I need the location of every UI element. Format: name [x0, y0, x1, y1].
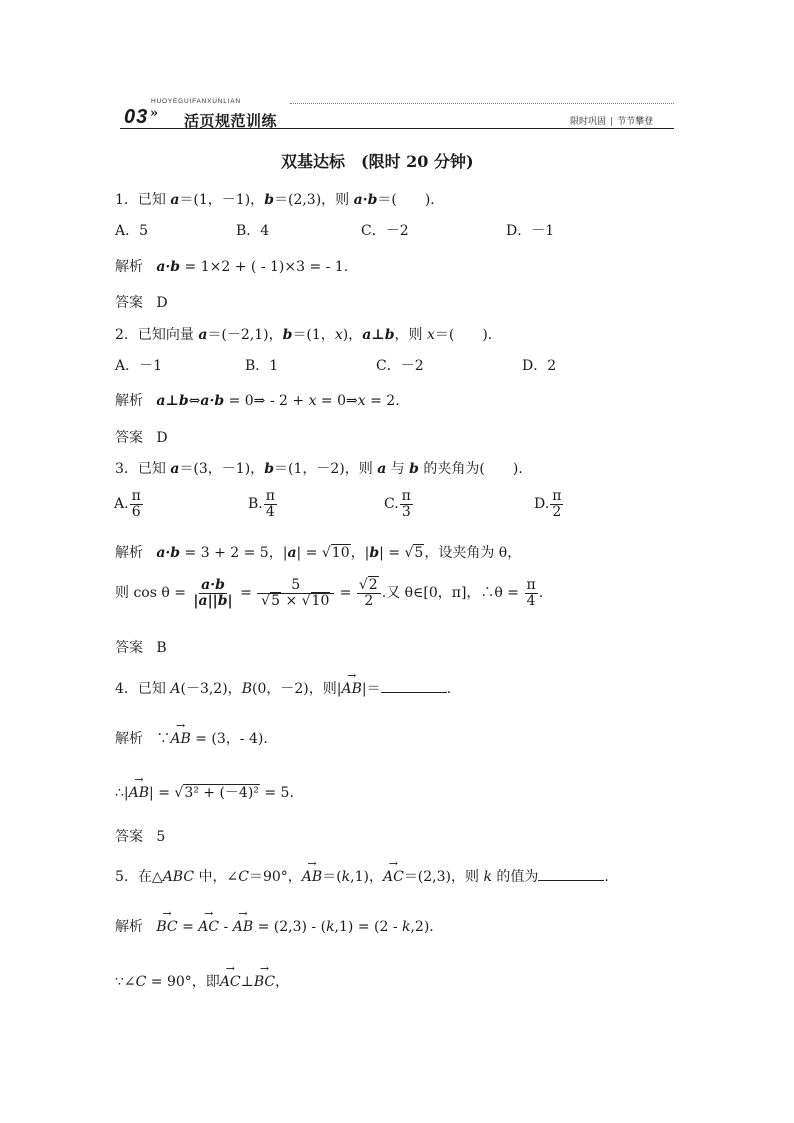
q5-an-k2: k [402, 919, 411, 935]
answer-label: 答案 [115, 430, 143, 446]
q3-tail: 的夹角为( )． [418, 461, 533, 477]
q3-option-a [114, 489, 144, 519]
q1-analysis-rest: = 1×2 + ( - 1)×3 = - 1. [180, 259, 349, 275]
q4-analysis [115, 728, 277, 748]
q5-mid1: 中，∠ [194, 869, 239, 885]
q3-l1-a: = 3 + 2 = 5，| [180, 545, 288, 561]
q4-tail: |＝ [361, 681, 381, 697]
q5-an-eq: = [177, 919, 199, 935]
q4-line2-eq: | = [149, 785, 175, 801]
q2-tail1: ，则 [394, 327, 427, 343]
q3-var-a2: a [377, 461, 387, 477]
q2-tail2: ＝( )． [434, 327, 502, 343]
q3-frac1 [191, 578, 234, 608]
q2-var-x: x [334, 327, 343, 343]
q2-option-c: C．－2 [376, 358, 424, 374]
header-pinyin: HUOYEGUIFANXUNLIAN [151, 98, 241, 105]
q4-point-b: B [241, 681, 252, 697]
q3-sqrt5: √5 [404, 545, 424, 561]
q2-analysis-x: x [308, 393, 317, 409]
q2-analysis-end: = 2. [365, 393, 400, 409]
q2-analysis-perp: a⊥b [156, 393, 189, 409]
q4-analysis-rest: = (3，- 4)． [190, 731, 278, 747]
header-right-right: 节节攀登 [617, 117, 654, 127]
q2-text: 2．已知向量 [115, 327, 199, 343]
q5-mid4: ,1)， [350, 869, 383, 885]
q3-frac1-num: a·b [201, 577, 225, 593]
q2-analysis-iff: ⇔ [188, 393, 201, 409]
q5-an-minus: - [219, 919, 233, 935]
answer-label: 答案 [115, 829, 143, 845]
q4-answer [115, 826, 165, 846]
q3-frac-num: π [265, 488, 275, 504]
q5-end: . [604, 869, 609, 885]
q5-l2-bc: → BC [254, 974, 275, 990]
q3-sqrt5-rad: 5 [414, 545, 424, 561]
q3-sqrt2-rad: 2 [368, 577, 378, 593]
q4-point-a: A [170, 681, 181, 697]
q3-option-fraction [264, 489, 277, 519]
header-right [570, 114, 653, 127]
q1-answer [115, 292, 168, 312]
q3-frac2 [257, 578, 334, 608]
q1-analysis [115, 256, 348, 276]
q4-sqrt-rad: 3² + (－4)² [184, 785, 259, 801]
q1-option-d: D．－1 [506, 223, 555, 239]
q3-frac4 [525, 578, 538, 608]
q5-angle-c: C [238, 869, 249, 885]
q4-line2-vector: → AB [129, 785, 149, 801]
q1-a-value: ＝(1，－1)， [179, 192, 265, 208]
q2-answer [115, 427, 168, 447]
q2-answer-value: D [156, 430, 168, 446]
q3-frac-num: π [131, 488, 141, 504]
q3-var-a: a [170, 461, 180, 477]
q3-frac2-den: √5 × √10 [261, 592, 330, 609]
q5-l2-c: C [135, 974, 147, 990]
q2-analysis [115, 390, 400, 410]
q5-l2-perp: ⊥ [240, 974, 254, 990]
q3-option-c [384, 489, 414, 519]
q1-b-value: ＝(2,3)，则 [273, 192, 354, 208]
question-4 [115, 678, 451, 698]
q5-tail: 的值为 [491, 869, 539, 885]
q3-frac2-den-b: 10 [311, 592, 330, 609]
q5-an-bc: → BC [156, 919, 177, 935]
q5-an-ac: → AC [198, 919, 219, 935]
q2-var-a: a [198, 327, 208, 343]
q3-l1-d: | = [379, 545, 405, 561]
q4-analysis-line2 [115, 782, 294, 802]
q3-frac3-den: 2 [364, 592, 374, 609]
q3-frac2-num: 5 [257, 578, 334, 594]
q3-frac-num: π [552, 488, 562, 504]
q5-vector-ac: → AC [383, 869, 404, 885]
q3-text: 3．已知 [115, 461, 171, 477]
answer-blank [381, 680, 447, 693]
answer-label: 答案 [115, 295, 143, 311]
q5-analysis-line2 [115, 971, 289, 991]
q3-sqrt10-rad: 10 [331, 545, 350, 561]
q3-frac-den: 4 [265, 503, 275, 520]
q3-l2-mid: .又 θ∈[0，π]，∴θ = [381, 585, 524, 602]
answer-blank [538, 868, 604, 881]
q5-an-end: ,2)． [410, 919, 444, 935]
q3-sqrt10: √10 [321, 545, 350, 561]
q5-an-k: k [326, 919, 335, 935]
q5-mid3: ＝( [322, 869, 342, 885]
q1-expr: a·b [353, 192, 378, 208]
q3-option-letter: B. [248, 496, 263, 513]
header-separator: | [610, 117, 614, 127]
q4-therefore: ∴| [115, 785, 129, 801]
q3-frac4-num: π [526, 577, 536, 593]
q3-var-b2: b [409, 461, 419, 477]
q3-option-letter: D. [534, 496, 550, 513]
q4-line2-end: = 5. [259, 785, 294, 801]
q3-option-letter: C. [384, 496, 399, 513]
section-title: 双基达标 (限时 20 分钟) [281, 152, 474, 171]
q5-mid5: ＝(2,3)，则 [403, 869, 484, 885]
q3-frac1-den: |a||b| [193, 592, 233, 609]
q1-option-c: C．－2 [361, 223, 409, 239]
q3-answer-value: B [156, 640, 167, 656]
q4-answer-value: 5 [156, 829, 166, 845]
analysis-label: 解析 [115, 545, 143, 561]
q5-an-ab: → AB [233, 919, 253, 935]
q3-l1-bvar: b [369, 545, 380, 561]
q3-option-fraction [550, 489, 563, 519]
q5-vector-ab: → AB [302, 869, 322, 885]
answer-label: 答案 [115, 640, 143, 656]
q3-analysis-line2 [115, 578, 543, 608]
q3-a-value: ＝(3，－1)， [179, 461, 265, 477]
q3-frac-den: 2 [552, 503, 562, 520]
q2-option-d: D．2 [522, 358, 557, 374]
question-3 [115, 458, 532, 478]
q4-b-value: (0，－2)，则| [251, 681, 342, 697]
q3-var-b: b [264, 461, 274, 477]
q1-var-b: b [264, 192, 274, 208]
q4-because: ∵ [156, 731, 171, 747]
q5-l2-ac: → AC [220, 974, 241, 990]
q3-l2-eq2: = [335, 585, 356, 602]
q2-a-value: ＝(－2,1)， [207, 327, 283, 343]
q2-option-b: B．1 [245, 358, 279, 374]
q3-mid: 与 [386, 461, 410, 477]
q5-an-rest2: ,1) = (2 - [334, 919, 402, 935]
q5-analysis [115, 916, 443, 936]
q2-analysis-x2: x [357, 393, 366, 409]
q3-answer [115, 637, 167, 657]
q3-frac3-num: √2 [357, 578, 381, 594]
q3-frac-num: π [401, 488, 411, 504]
q2-analysis-dot: a·b [200, 393, 225, 409]
q5-an-rest: = (2,3) - ( [253, 919, 327, 935]
q3-option-fraction [400, 489, 413, 519]
q3-l2-pre: 则 cos θ = [115, 585, 191, 602]
q5-text: 5．在△ [115, 869, 163, 885]
analysis-label: 解析 [115, 259, 143, 275]
q3-l2-end: . [538, 585, 544, 602]
q3-dot: a·b [156, 545, 181, 561]
q1-option-b: B．4 [236, 223, 270, 239]
q3-l1-avar: a [287, 545, 297, 561]
q4-text: 4．已知 [115, 681, 171, 697]
q1-tail: ＝( )． [377, 192, 445, 208]
q3-l1-e: ，设夹角为 θ， [424, 545, 522, 561]
q1-var-a: a [170, 192, 180, 208]
q5-k2: k [483, 869, 492, 885]
q2-analysis-rest: = 0⇒ - 2 + [224, 393, 309, 409]
q4-sqrt: √3² + (－4)² [174, 785, 259, 801]
chapter-number: 03 [124, 106, 149, 128]
q3-frac-den: 6 [131, 503, 141, 520]
question-5 [115, 866, 609, 886]
question-1 [115, 189, 444, 209]
analysis-label: 解析 [115, 393, 143, 409]
q3-option-letter: A. [114, 496, 129, 513]
chevron-icon: » [150, 106, 159, 121]
header-dotted-rule [290, 103, 674, 104]
q1-text: 1．已知 [115, 192, 171, 208]
q3-l2-eq: = [235, 585, 257, 602]
q5-l2-mid: = 90°，即 [146, 974, 220, 990]
q3-frac2-den-a: 5 [271, 592, 280, 609]
analysis-label: 解析 [115, 919, 143, 935]
header-rule [120, 128, 674, 129]
q3-l1-b: | = [296, 545, 322, 561]
q2-perp: a⊥b [362, 327, 395, 343]
q5-k1: k [341, 869, 351, 885]
q2-b-end: )， [342, 327, 363, 343]
q3-option-fraction [130, 489, 143, 519]
q3-frac4-den: 4 [526, 592, 536, 609]
q4-a-value: (－3,2)， [180, 681, 242, 697]
q3-option-b [248, 489, 278, 519]
q4-vector-ab: → AB [341, 681, 361, 697]
q5-l2-end: ， [275, 974, 290, 990]
q3-option-d [534, 489, 564, 519]
q2-b-value: ＝(1， [292, 327, 335, 343]
q3-frac-den: 3 [401, 503, 411, 520]
q2-analysis-rest2: = 0⇒ [316, 393, 358, 409]
q4-end: . [446, 681, 452, 697]
q3-analysis-line1 [115, 542, 521, 562]
q2-option-a: A．－1 [115, 358, 163, 374]
q5-triangle: ABC [162, 869, 195, 885]
q3-b-value: ＝(1，－2)，则 [273, 461, 378, 477]
q3-frac3 [357, 578, 381, 608]
q1-option-a: A．5 [115, 223, 149, 239]
q1-answer-value: D [156, 295, 168, 311]
header-title: 活页规范训练 [184, 112, 278, 130]
question-2 [115, 324, 502, 344]
q5-l2-pre: ∵∠ [115, 974, 136, 990]
q3-l1-c: ，| [350, 545, 370, 561]
q3-times: × [285, 592, 298, 609]
q2-var-b: b [282, 327, 293, 343]
q1-analysis-expr: a·b [156, 259, 181, 275]
header-right-left: 限时巩固 [570, 117, 607, 127]
q2-var-x2: x [426, 327, 435, 343]
analysis-label: 解析 [115, 731, 143, 747]
q4-analysis-vector: → AB [170, 731, 190, 747]
q5-mid2: ＝90°， [248, 869, 302, 885]
